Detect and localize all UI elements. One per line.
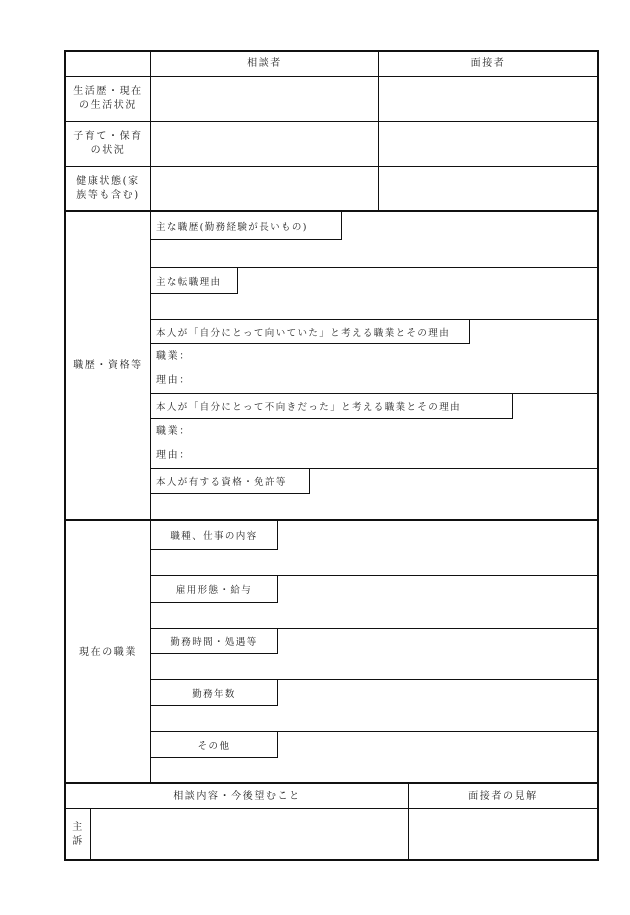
suited-job-field: 職業： bbox=[156, 351, 191, 362]
working-hours-label: 勤務時間・処遇等 bbox=[151, 629, 278, 654]
unsuited-job-label: 本人が「自分にとって不向きだった」と考える職業とその理由 bbox=[151, 394, 513, 419]
row-label-health-1: 健康状態(家 bbox=[76, 176, 140, 187]
top-row-line-3 bbox=[65, 166, 598, 167]
header-consultee: 相談者 bbox=[247, 58, 282, 69]
top-col-divider-1 bbox=[150, 51, 151, 211]
employment-type-label: 雇用形態・給与 bbox=[151, 576, 278, 603]
interviewer-opinion-header: 面接者の見解 bbox=[468, 791, 538, 802]
unsuited-job-field: 職業： bbox=[156, 426, 191, 437]
main-career-label: 主な職歴(勤務経験が長いもの) bbox=[151, 212, 342, 240]
current-section-bottom bbox=[65, 782, 598, 784]
job-type-label: 職種、仕事の内容 bbox=[151, 521, 278, 550]
suited-reason-field: 理由： bbox=[156, 375, 191, 386]
frame-left bbox=[64, 50, 66, 861]
top-row-line-1 bbox=[65, 76, 598, 77]
bottom-header-line bbox=[65, 808, 598, 809]
main-complaint-divider bbox=[90, 809, 91, 860]
main-complaint-label-1: 主 bbox=[72, 822, 84, 833]
header-interviewer: 面接者 bbox=[470, 58, 506, 69]
main-complaint-label-2: 訴 bbox=[72, 836, 84, 847]
row-label-life-history-1: 生活歴・現在 bbox=[73, 86, 143, 97]
other-label: その他 bbox=[151, 732, 278, 758]
top-col-divider-2 bbox=[378, 51, 379, 211]
current-job-section-label: 現在の職業 bbox=[79, 647, 137, 658]
suited-job-label: 本人が「自分にとって向いていた」と考える職業とその理由 bbox=[151, 320, 470, 344]
row-label-childcare-2: の状況 bbox=[90, 145, 126, 156]
frame-bottom bbox=[64, 859, 599, 861]
years-of-service-label: 勤務年数 bbox=[151, 680, 278, 706]
row-label-health-2: 族等も含む) bbox=[76, 190, 140, 201]
frame-top bbox=[64, 50, 599, 52]
consultation-header: 相談内容・今後望むこと bbox=[173, 791, 301, 802]
job-change-label: 主な転職理由 bbox=[151, 268, 238, 294]
qualifications-label: 本人が有する資格・免許等 bbox=[151, 469, 310, 494]
unsuited-reason-field: 理由： bbox=[156, 450, 191, 461]
career-section-label: 職歴・資格等 bbox=[73, 360, 143, 371]
row-label-childcare-1: 子育て・保育 bbox=[73, 131, 143, 142]
career-section-bottom bbox=[65, 519, 598, 521]
frame-right bbox=[597, 50, 599, 861]
row-label-life-history-2: の生活状況 bbox=[79, 100, 137, 111]
top-row-line-2 bbox=[65, 121, 598, 122]
